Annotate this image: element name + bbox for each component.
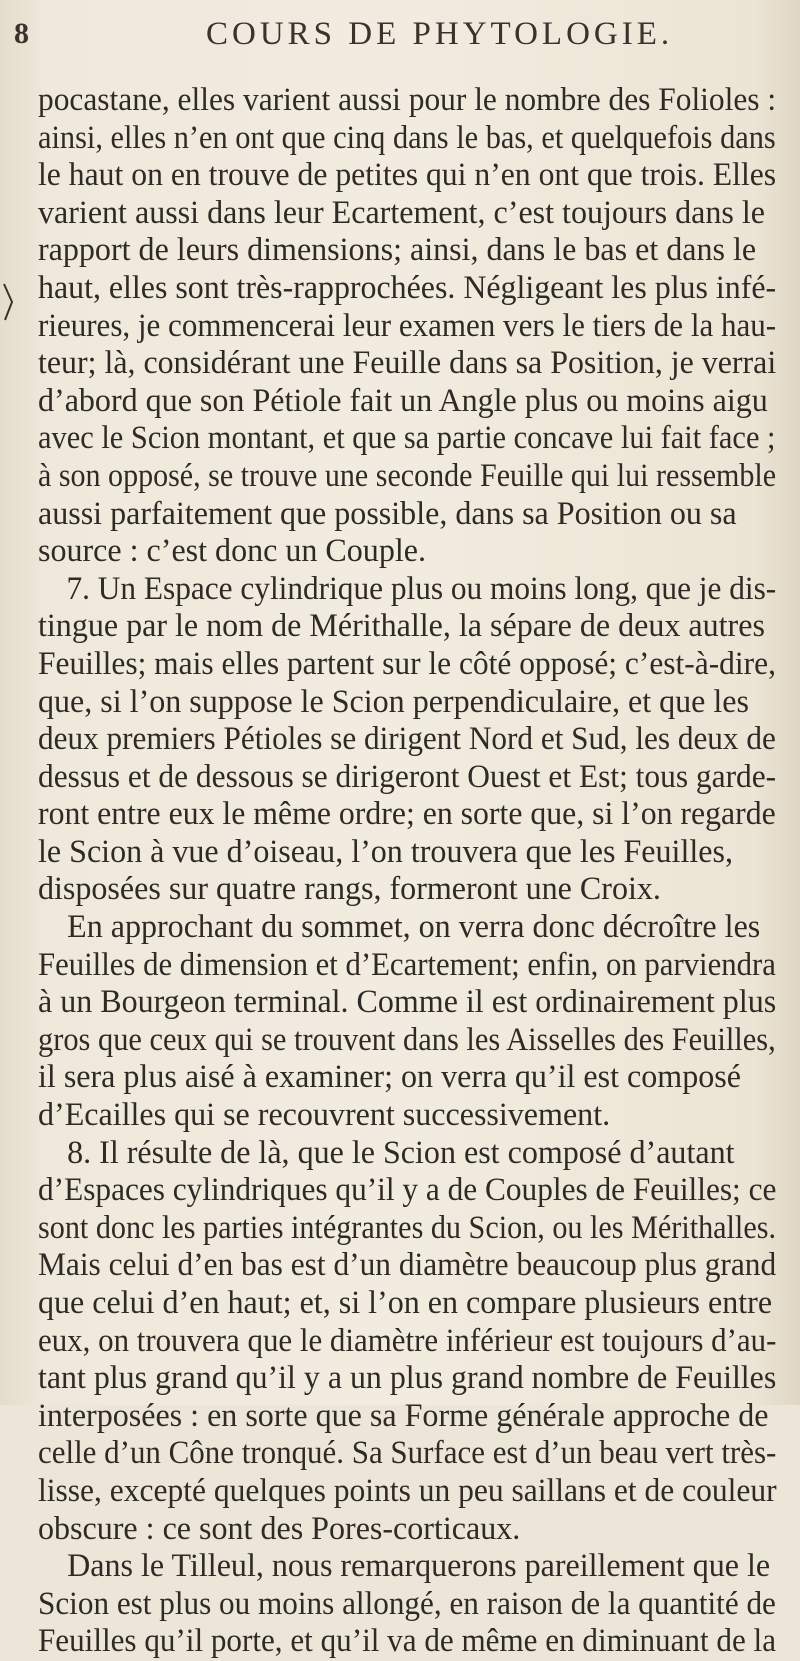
text-line: source : c’est donc un Couple.	[38, 533, 426, 570]
margin-ink-mark-icon	[2, 282, 16, 322]
text-line: eux, on trouvera que le diamètre inférieur est toujours d’au-	[38, 1322, 777, 1359]
text-line: que, si l’on suppose le Scion perpendiculaire, et que les	[38, 683, 749, 720]
page-title: COURS DE PHYTOLOGIE.	[206, 15, 674, 52]
text-line: teur; là, considérant une Feuille dans sa Position, je verrai	[38, 345, 777, 382]
text-line: d’abord que son Pétiole fait un Angle plus ou moins aigu	[38, 382, 768, 419]
paragraph-start: 7. Un Espace cylindrique plus ou moins long, que je dis-	[66, 570, 777, 607]
text-line: obscure : ce sont des Pores-corticaux.	[38, 1510, 521, 1547]
text-line: pocastane, elles varient aussi pour le nombre des Folioles :	[38, 82, 777, 118]
text-line: Scion est plus ou moins allongé, en raison de la quantité de	[38, 1585, 776, 1622]
text-line: varient aussi dans leur Ecartement, c’est toujours dans le	[38, 194, 765, 231]
text-line: il sera plus aisé à examiner; on verra qu’il est composé	[38, 1059, 741, 1096]
text-line: gros que ceux qui se trouvent dans les Aisselles des Feuilles,	[38, 1021, 776, 1058]
text-line: tingue par le nom de Mérithalle, la sépare de deux autres	[38, 608, 765, 645]
text-line: disposées sur quatre rangs, formeront une Croix.	[38, 871, 661, 908]
text-line: lisse, excepté quelques points un peu saillans et de couleur	[38, 1472, 777, 1509]
text-line: d’Ecailles qui se recouvrent successivement.	[38, 1097, 611, 1134]
running-head	[14, 4, 760, 64]
text-line: Feuilles qu’il porte, et qu’il va de même en diminuant de la	[38, 1623, 777, 1660]
text-line: Feuilles de dimension et d’Ecartement; enfin, on parviendra	[38, 946, 776, 983]
text-line: tant plus grand qu’il y a un plus grand nombre de Feuilles	[38, 1360, 777, 1397]
text-line: le Scion à vue d’oiseau, l’on trouvera que les Feuilles,	[38, 833, 733, 870]
text-line: à un Bourgeon terminal. Comme il est ordinairement plus	[38, 984, 777, 1021]
text-line: ront entre eux le même ordre; en sorte que, si l’on regarde	[38, 796, 776, 833]
paragraph-start: 8. Il résulte de là, que le Scion est composé d’autant	[67, 1134, 735, 1171]
page-number: 8	[14, 17, 30, 50]
text-line: haut, elles sont très-rapprochées. Négligeant les plus infé-	[38, 269, 777, 306]
text-line: interposées : en sorte que sa Forme générale approche de	[38, 1397, 769, 1434]
text-line: à son opposé, se trouve une seconde Feuille qui lui ressemble	[38, 457, 777, 494]
text-line: dessus et de dessous se dirigeront Ouest et Est; tous garde-	[38, 758, 777, 795]
text-line: Mais celui d’en bas est d’un diamètre beaucoup plus grand	[38, 1247, 777, 1284]
text-line: Feuilles; mais elles partent sur le côté opposé; c’est-à-dire,	[38, 645, 776, 682]
text-line: deux premiers Pétioles se dirigent Nord et Sud, les deux de	[38, 721, 776, 758]
text-line: d’Espaces cylindriques qu’il y a de Couples de Feuilles; ce	[38, 1172, 777, 1209]
text-line: rapport de leurs dimensions; ainsi, dans le bas et dans le	[38, 232, 757, 269]
text-line: avec le Scion montant, et que sa partie concave lui fait face ;	[38, 420, 776, 457]
text-line: celle d’un Cône tronqué. Sa Surface est d’un beau vert très-	[38, 1435, 777, 1472]
body-text	[38, 82, 798, 1661]
text-line: rieures, je commencerai leur examen vers le tiers de la hau-	[38, 307, 777, 344]
paragraph-start: Dans le Tilleul, nous remarquerons pareillement que le	[67, 1548, 771, 1585]
text-line: le haut on en trouve de petites qui n’en ont que trois. Elles	[38, 157, 777, 194]
paragraph-start: En approchant du sommet, on verra donc décroître les	[67, 909, 761, 946]
text-line: sont donc les parties intégrantes du Scion, ou les Mérithalles.	[38, 1209, 776, 1246]
text-line: aussi parfaitement que possible, dans sa Position ou sa	[38, 495, 737, 532]
text-line: que celui d’en haut; et, si l’on en compare plusieurs entre	[38, 1285, 773, 1321]
text-line: ainsi, elles n’en ont que cinq dans le bas, et quelquefois dans	[38, 119, 776, 156]
